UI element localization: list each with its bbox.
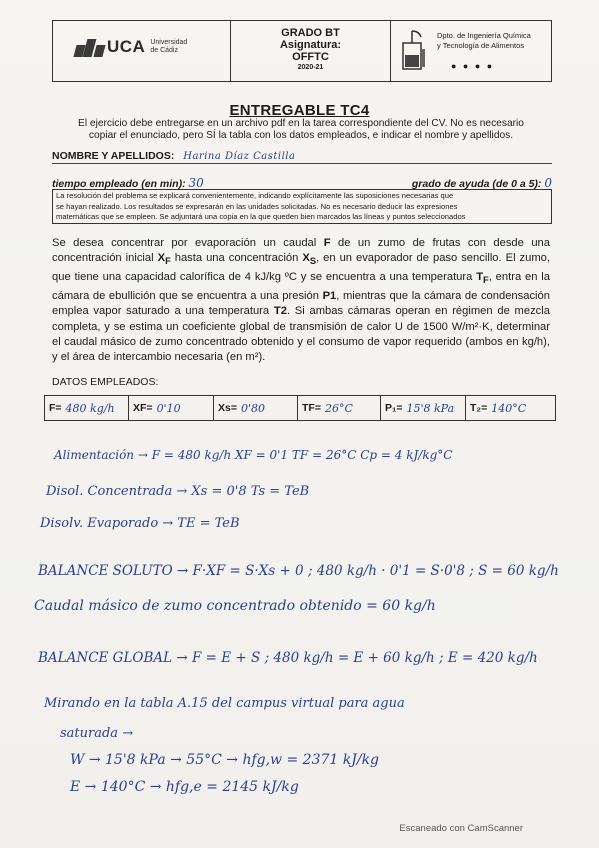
scanner-watermark: Escaneado con CamScanner <box>399 823 523 834</box>
help-group <box>412 176 552 190</box>
name-label: NOMBRE Y APELLIDOS: <box>52 150 175 162</box>
department-name: Dpto. de Ingeniería Química y Tecnología de Alimentos <box>437 31 531 50</box>
department-cell <box>391 21 553 81</box>
name-row <box>52 150 552 162</box>
datos-cell-tf: TF= 26°C <box>298 396 381 420</box>
hw-line-saturada: saturada → <box>60 726 134 741</box>
lab-flask-icon <box>401 29 427 73</box>
course-code: OFFTC <box>292 51 329 63</box>
datos-cell-f: F= 480 kg/h <box>45 396 129 420</box>
datos-label: DATOS EMPLEADOS: <box>52 376 159 388</box>
document-title: ENTREGABLE TC4 <box>229 102 370 119</box>
name-value: Harina Díaz Castilla <box>183 151 296 162</box>
hw-line-e: E → 140°C → hfg,e = 2145 kJ/kg <box>70 779 299 795</box>
datos-cell-p1: P₁= 15'8 kPa <box>381 396 466 420</box>
hw-line-caudal: Caudal másico de zumo concentrado obtenido = 60 kg/h <box>34 598 436 614</box>
problem-statement: Se desea concentrar por evaporación un caudal F de un zumo de frutas con desde una concentración inicial $X_F$ hasta una concentración $X_S$, en un evaporador de paso sencillo. El zumo, que tiene una capacidad calorífica de 4 kJ/kg ºC y se encuentra a una temperatura $T_F$, entra en la cámara de ebullición que se encuentra a una presión P1, mientras que la cámara de condensación emplea vapor saturado a una temperatura T2. Si ambas cámaras operan en régimen de mezcla completa, y se estima un coeficiente global de transmisión de calor U de 1500 W/m²·K, determinar el caudal másico de zumo concentrado obtenido y el consumo de vapor requerido (ambos en kg/h), y el área de intercambio necesaria (en m²). <box>52 237 550 364</box>
instructions: El ejercicio debe entregarse en un archivo pdf en la tarea correspondiente del CV. No es necesario copiar el enunciado, pero SÍ la tabla con los datos empleados, e indicar el nombre y apellidos. <box>78 118 524 141</box>
time-value: 30 <box>188 176 204 190</box>
asignatura-label: Asignatura: <box>279 39 342 51</box>
hw-line-concentrada: Disol. Concentrada → Xs = 0'8 Ts = TeB <box>46 484 310 499</box>
time-row <box>52 176 552 190</box>
uca-subtitle: Universidad de Cádiz <box>150 39 188 54</box>
datos-cell-xf: XF= 0'10 <box>129 396 214 420</box>
hw-line-balance-soluto: BALANCE SOLUTO → F·XF = S·Xs + 0 ; 480 kg/h · 0'1 = S·0'8 ; S = 60 kg/h <box>38 563 559 579</box>
help-value: 0 <box>544 176 552 190</box>
hw-line-w: W → 15'8 kPa → 55°C → hfg,w = 2371 kJ/kg <box>70 752 380 768</box>
name-underline <box>52 163 552 164</box>
uca-crown-icon <box>75 37 103 57</box>
hw-line-evaporado: Disolv. Evaporado → TE = TeB <box>40 516 240 531</box>
course-cell <box>231 21 391 81</box>
help-label: grado de ayuda (de 0 a 5): <box>411 178 542 190</box>
academic-year: 2020-21 <box>297 64 324 71</box>
datos-cell-t2: T₂= 140°C <box>470 401 527 415</box>
uca-name: UCA <box>107 37 146 56</box>
department-dots: ● ● ● ● <box>451 61 495 71</box>
hw-line-balance-global: BALANCE GLOBAL → F = E + S ; 480 kg/h = E + 60 kg/h ; E = 420 kg/h <box>38 650 538 666</box>
uca-logo <box>75 37 187 57</box>
header-box <box>52 20 552 82</box>
hw-line-alimentacion: Alimentación → F = 480 kg/h XF = 0'1 TF = 26°C Cp = 4 kJ/kg°C <box>54 448 453 462</box>
hw-line-tabla: Mirando en la tabla A.15 del campus virtual para agua <box>44 696 405 711</box>
time-label: tiempo empleado (en min): <box>52 178 186 190</box>
grado: GRADO BT <box>281 27 340 39</box>
uca-logo-cell <box>53 21 231 81</box>
datos-cell-xs: Xs= 0'80 <box>214 396 298 420</box>
datos-table <box>44 395 556 421</box>
instructions-note: La resolución del problema se explicará convenientemente, indicando explícitamente las suposiciones necesarias que se hayan realizado. Los resultados se expresarán en las unidades solicitadas. No es necesario deducir las expresiones matemáticas que se empleen. Se adjuntará una copia en la que queden bien marcados las líneas y puntos seleccionados <box>52 189 552 224</box>
